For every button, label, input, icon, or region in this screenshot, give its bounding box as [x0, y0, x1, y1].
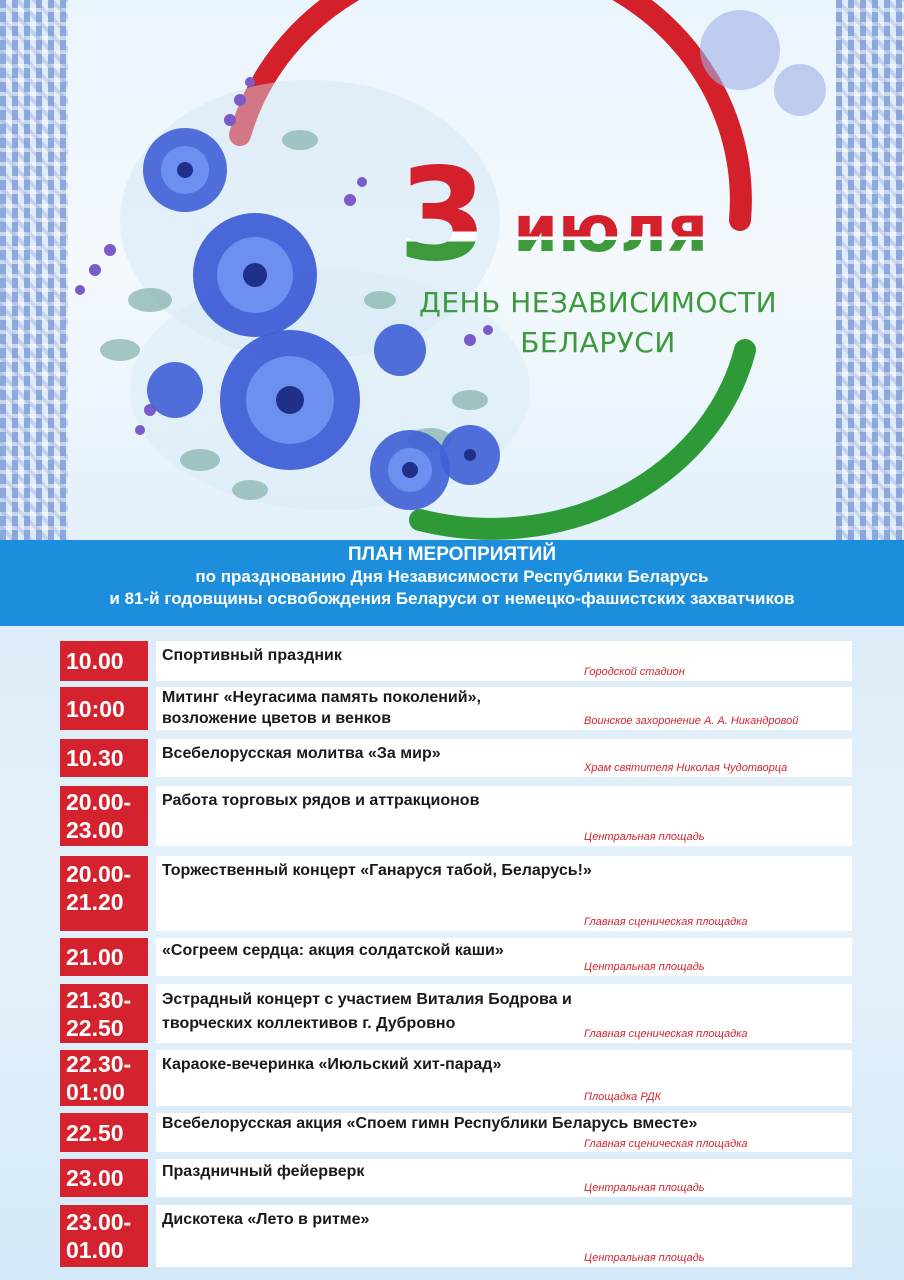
event-time: 23.00- 01.00 [60, 1205, 148, 1267]
event-time: 20.00- 21.20 [60, 856, 148, 931]
plan-subtitle-1: по празднованию Дня Независимости Республики Беларусь [195, 567, 709, 586]
schedule-row [60, 1159, 852, 1197]
event-place: Главная сценическая площадка [584, 1138, 748, 1150]
event-place: Городской стадион [584, 666, 685, 678]
event-place: Центральная площадь [584, 831, 705, 843]
event-info [156, 984, 852, 1043]
event-info [156, 1205, 852, 1267]
schedule-row [60, 938, 852, 976]
month-name: июля [513, 193, 709, 267]
holiday-line-2: БЕЛАРУСИ [520, 326, 676, 359]
event-title: Дискотека «Лето в ритме» [162, 1211, 370, 1228]
holiday-line-1: ДЕНЬ НЕЗАВИСИМОСТИ [418, 286, 778, 319]
event-place: Воинское захоронение А. А. Никандровой [584, 715, 799, 727]
event-place: Главная сценическая площадка [584, 1028, 748, 1040]
plan-title: ПЛАН МЕРОПРИЯТИЙ [348, 544, 556, 565]
event-place: Храм святителя Николая Чудотворца [584, 762, 788, 774]
event-time: 10:00 [60, 687, 148, 730]
poster-header [0, 0, 904, 540]
schedule-row [60, 984, 852, 1043]
event-place: Центральная площадь [584, 1252, 705, 1264]
event-title: Спортивный праздник [162, 647, 342, 664]
schedule-row [60, 739, 852, 777]
event-time: 22.30- 01:00 [60, 1050, 148, 1106]
event-place: Главная сценическая площадка [584, 916, 748, 928]
event-info [156, 739, 852, 777]
schedule-row [60, 1113, 852, 1152]
event-info [156, 1159, 852, 1197]
event-title: Караоке-вечеринка «Июльский хит-парад» [162, 1056, 502, 1073]
event-time: 22.50 [60, 1113, 148, 1152]
event-title: Эстрадный концерт с участием Виталия Бодрова и творческих коллективов г. Дубровно [162, 991, 572, 1032]
event-title: Праздничный фейерверк [162, 1163, 365, 1180]
event-title: Всебелорусская акция «Споем гимн Республики Беларусь вместе» [162, 1115, 698, 1132]
event-time: 21.30- 22.50 [60, 984, 148, 1043]
event-title: Торжественный концерт «Ганаруся табой, Беларусь!» [162, 862, 592, 879]
event-time: 20.00- 23.00 [60, 786, 148, 846]
plan-subtitle-2: и 81-й годовщины освобождения Беларуси от немецко-фашистских захватчиков [109, 589, 795, 608]
event-place: Центральная площадь [584, 1182, 705, 1194]
event-info [156, 641, 852, 681]
event-info [156, 1113, 852, 1152]
date-heading [398, 141, 709, 290]
event-info [156, 856, 852, 931]
event-time: 23.00 [60, 1159, 148, 1197]
event-time: 21.00 [60, 938, 148, 976]
holiday-title [388, 283, 808, 363]
event-title: Работа торговых рядов и аттракционов [162, 792, 480, 809]
day-number: 3 [398, 141, 484, 290]
event-info [156, 938, 852, 976]
event-time: 10.30 [60, 739, 148, 777]
schedule-row [60, 1205, 852, 1267]
schedule-row [60, 856, 852, 931]
schedule-row [60, 641, 852, 681]
event-info [156, 687, 852, 730]
schedule-row [60, 1050, 852, 1106]
event-time: 10.00 [60, 641, 148, 681]
schedule-row [60, 687, 852, 730]
schedule-row [60, 786, 852, 846]
event-place: Центральная площадь [584, 961, 705, 973]
event-title: «Согреем сердца: акция солдатской каши» [162, 942, 504, 959]
plan-banner [0, 540, 904, 626]
event-info [156, 786, 852, 846]
event-title: Всебелорусская молитва «За мир» [162, 745, 441, 762]
event-info [156, 1050, 852, 1106]
event-place: Площадка РДК [584, 1091, 662, 1103]
event-title: Митинг «Неугасима память поколений», возложение цветов и венков [162, 689, 481, 727]
